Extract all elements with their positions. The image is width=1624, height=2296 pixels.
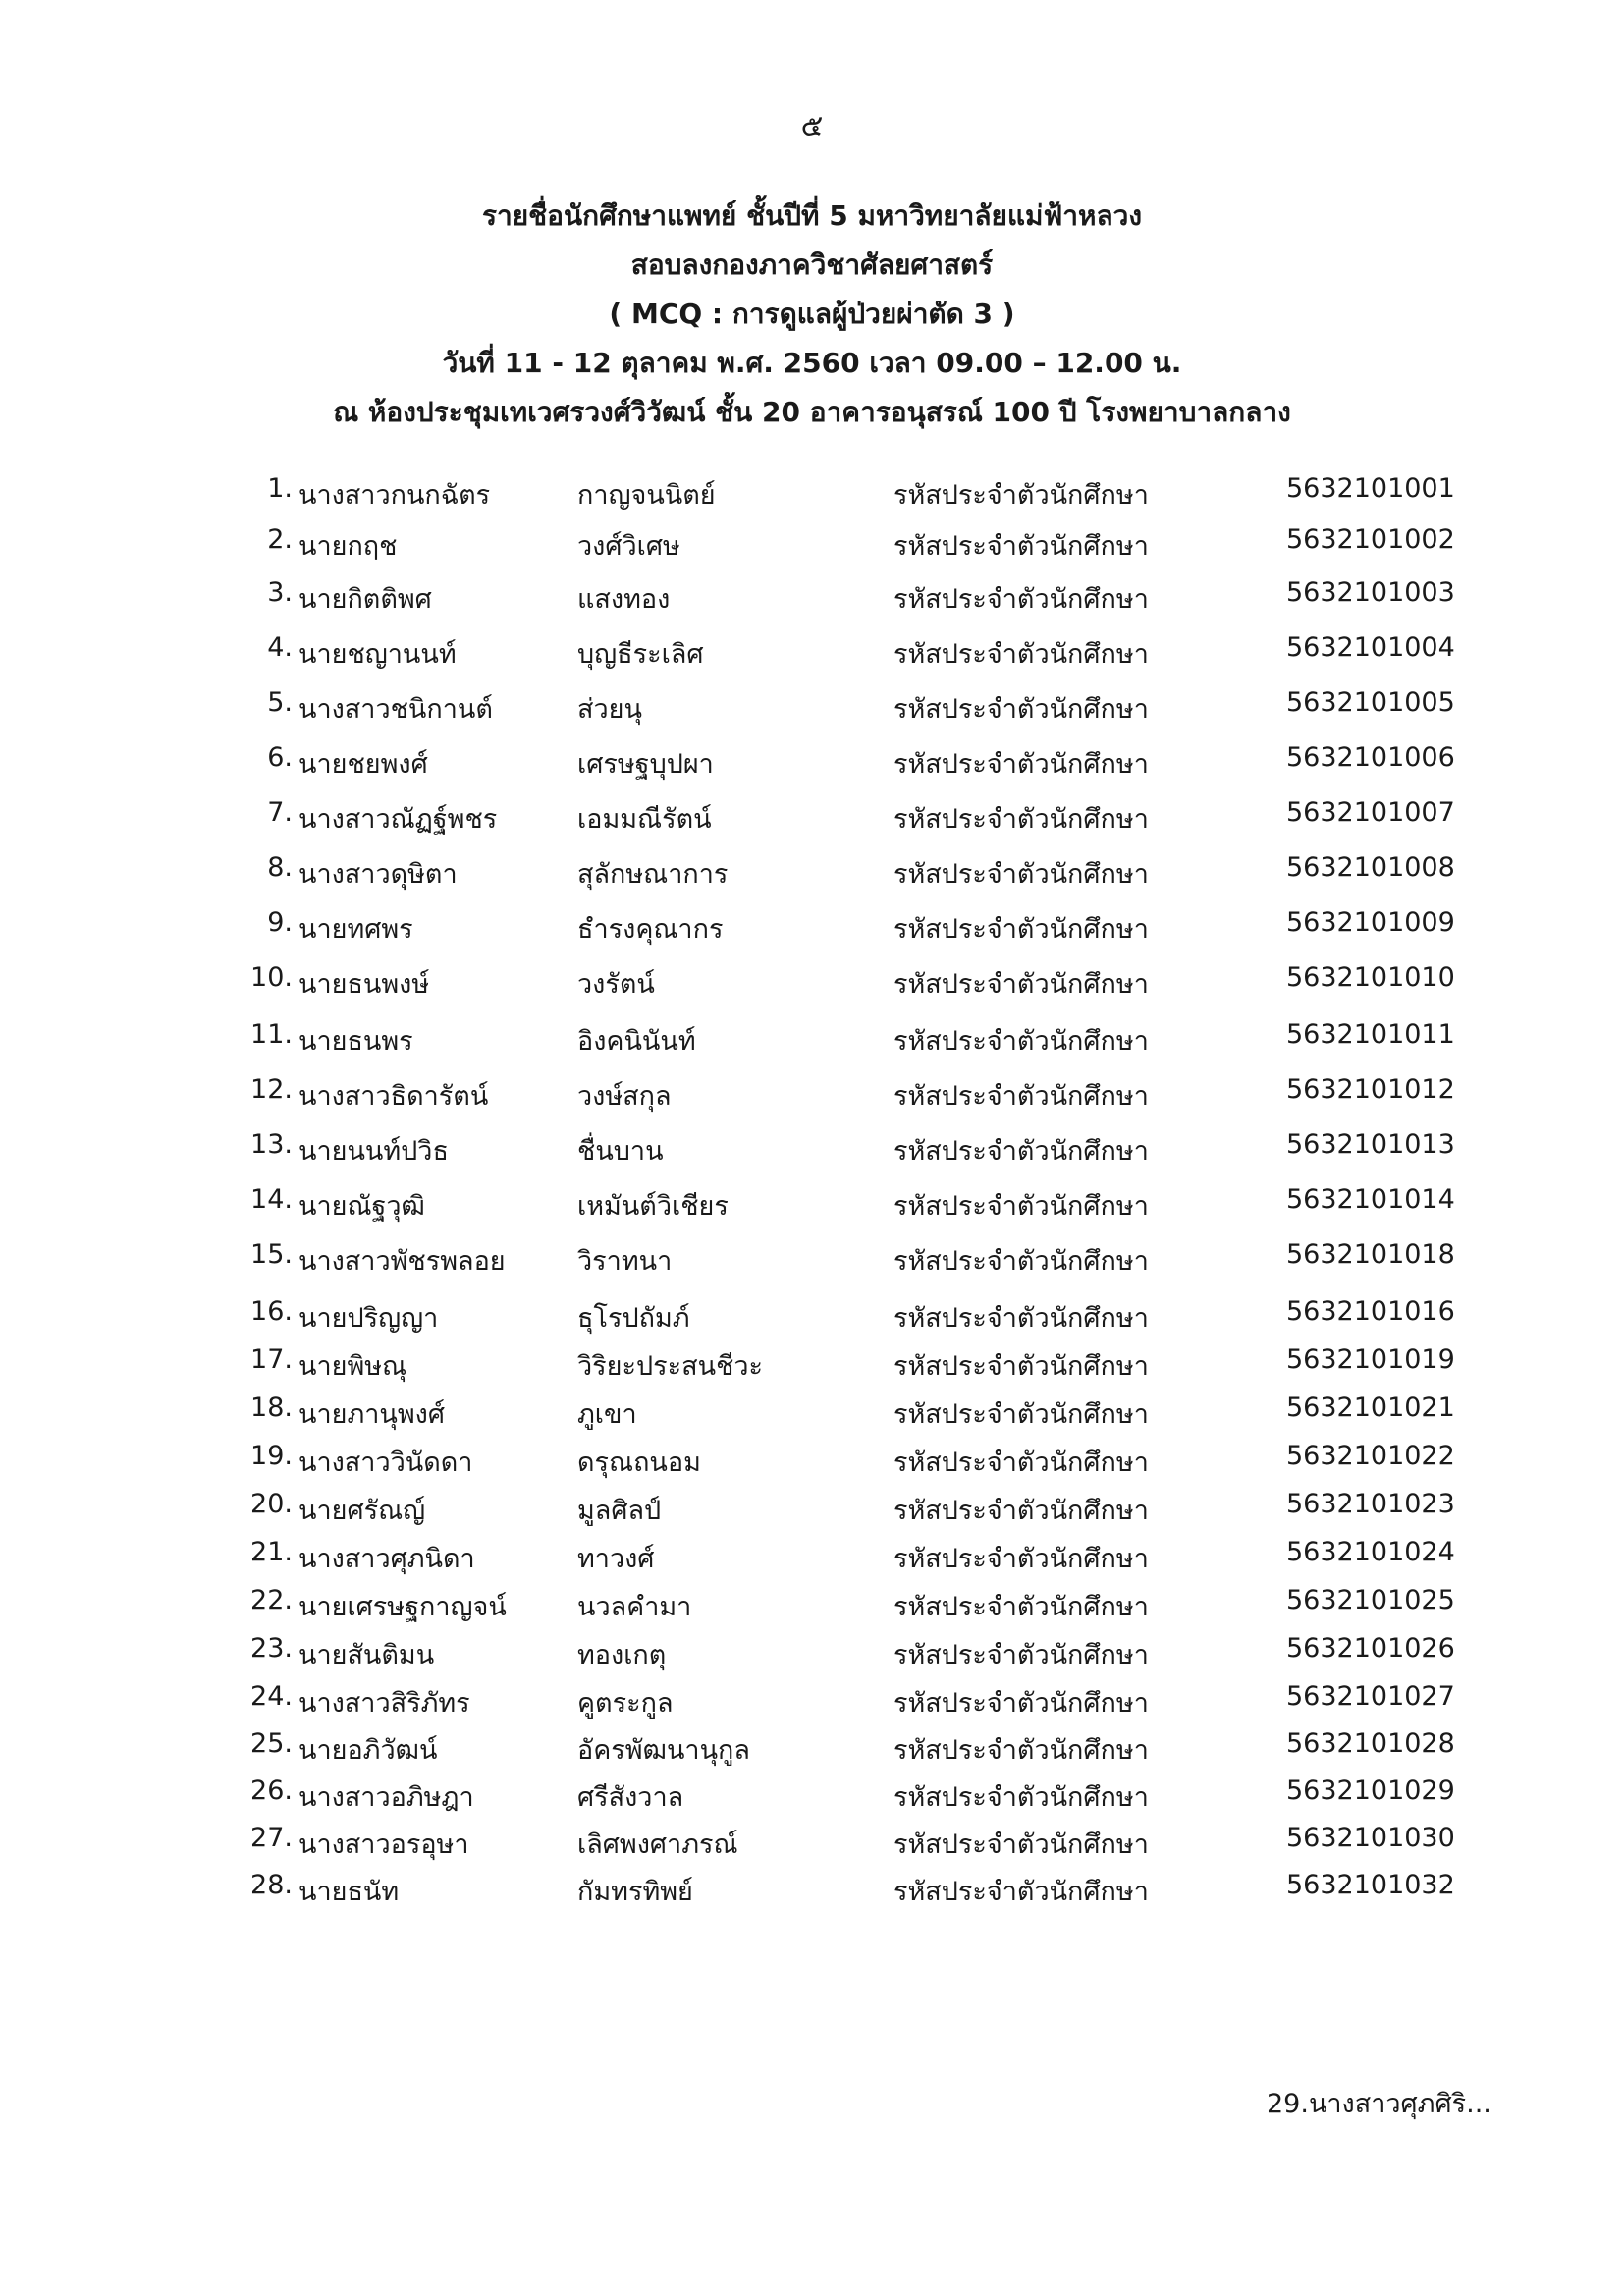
- student-id-label: รหัสประจำตัวนักศึกษา: [893, 1782, 1149, 1813]
- student-name: นางสาวชนิกานต์: [298, 694, 493, 725]
- student-number: 17.: [250, 1344, 293, 1375]
- student-name: นายสันติมน: [298, 1640, 435, 1670]
- student-id: 5632101008: [1286, 852, 1455, 883]
- student-surname: มูลศิลป์: [577, 1496, 662, 1526]
- student-surname: คูตระกูล: [577, 1688, 674, 1719]
- student-id: 5632101023: [1286, 1489, 1455, 1519]
- student-id: 5632101029: [1286, 1776, 1455, 1806]
- student-id: 5632101003: [1286, 577, 1455, 608]
- student-id-label: รหัสประจำตัวนักศึกษา: [893, 749, 1149, 780]
- student-name: นายธนพร: [298, 1026, 413, 1057]
- student-number: 22.: [250, 1585, 293, 1615]
- student-row: [0, 1681, 1624, 1721]
- student-name: นางสาวอรอุษา: [298, 1830, 469, 1860]
- student-id-label: รหัสประจำตัวนักศึกษา: [893, 1448, 1149, 1478]
- student-number: 28.: [250, 1870, 293, 1900]
- student-row: [0, 1585, 1624, 1624]
- student-id-label: รหัสประจำตัวนักศึกษา: [893, 969, 1149, 1000]
- student-surname: สุลักษณาการ: [577, 859, 729, 890]
- student-id: 5632101013: [1286, 1129, 1455, 1160]
- student-surname: เลิศพงศาภรณ์: [577, 1830, 738, 1860]
- student-row: [0, 1728, 1624, 1768]
- student-name: นายณัฐวุฒิ: [298, 1191, 425, 1222]
- student-id: 5632101028: [1286, 1728, 1455, 1759]
- student-id: 5632101027: [1286, 1681, 1455, 1712]
- student-id: 5632101024: [1286, 1537, 1455, 1567]
- student-surname: บุญธีระเลิศ: [577, 639, 704, 670]
- student-id-label: รหัสประจำตัวนักศึกษา: [893, 804, 1149, 835]
- student-name: นางสาววินัดดา: [298, 1448, 473, 1478]
- student-number: 8.: [267, 852, 293, 883]
- student-id: 5632101014: [1286, 1184, 1455, 1215]
- student-row: [0, 1489, 1624, 1528]
- student-surname: ส่วยนุ: [577, 694, 642, 725]
- student-row: [0, 577, 1624, 617]
- student-row: [0, 1870, 1624, 1909]
- student-id: 5632101030: [1286, 1823, 1455, 1853]
- student-surname: ทาวงศ์: [577, 1544, 655, 1574]
- student-name: นางสาวณัฏฐ์พชร: [298, 804, 498, 835]
- student-name: นางสาวธิดารัตน์: [298, 1081, 489, 1112]
- student-number: 23.: [250, 1633, 293, 1664]
- student-row: [0, 1019, 1624, 1059]
- student-row: [0, 742, 1624, 782]
- student-surname: ศรีสังวาล: [577, 1782, 684, 1813]
- student-id: 5632101019: [1286, 1344, 1455, 1375]
- student-row: [0, 1537, 1624, 1576]
- student-surname: ธำรงคุณากร: [577, 914, 724, 945]
- student-id: 5632101009: [1286, 907, 1455, 938]
- student-name: นางสาวอภิษฎา: [298, 1782, 474, 1813]
- student-id: 5632101025: [1286, 1585, 1455, 1615]
- student-id-label: รหัสประจำตัวนักศึกษา: [893, 1351, 1149, 1382]
- student-id: 5632101004: [1286, 632, 1455, 663]
- student-name: นายชญานนท์: [298, 639, 457, 670]
- student-number: 27.: [250, 1823, 293, 1853]
- student-name: นายธนพงษ์: [298, 969, 430, 1000]
- student-name: นายนนท์ปวิธ: [298, 1136, 449, 1167]
- student-number: 14.: [250, 1184, 293, 1215]
- student-row: [0, 852, 1624, 892]
- student-id: 5632101018: [1286, 1239, 1455, 1270]
- student-row: [0, 1344, 1624, 1384]
- student-row: [0, 1633, 1624, 1672]
- student-row: [0, 907, 1624, 947]
- student-number: 15.: [250, 1239, 293, 1270]
- student-id-label: รหัสประจำตัวนักศึกษา: [893, 584, 1149, 615]
- student-id-label: รหัสประจำตัวนักศึกษา: [893, 531, 1149, 562]
- student-id-label: รหัสประจำตัวนักศึกษา: [893, 1544, 1149, 1574]
- student-id: 5632101011: [1286, 1019, 1455, 1050]
- student-id: 5632101032: [1286, 1870, 1455, 1900]
- student-surname: วิริยะประสนชีวะ: [577, 1351, 764, 1382]
- student-id-label: รหัสประจำตัวนักศึกษา: [893, 859, 1149, 890]
- student-id-label: รหัสประจำตัวนักศึกษา: [893, 1592, 1149, 1622]
- student-number: 12.: [250, 1074, 293, 1105]
- student-row: [0, 797, 1624, 837]
- student-row: [0, 962, 1624, 1002]
- student-surname: อัครพัฒนานุกูล: [577, 1735, 750, 1766]
- student-name: นายปริญญา: [298, 1303, 439, 1334]
- student-surname: ธุโรปถัมภ์: [577, 1303, 690, 1334]
- student-id: 5632101010: [1286, 962, 1455, 993]
- student-surname: อิงคนินันท์: [577, 1026, 696, 1057]
- student-number: 26.: [250, 1776, 293, 1806]
- student-row: [0, 1184, 1624, 1224]
- student-surname: เหมันต์วิเชียร: [577, 1191, 729, 1222]
- student-row: [0, 1239, 1624, 1279]
- student-name: นายกฤช: [298, 531, 398, 562]
- student-number: 9.: [267, 907, 293, 938]
- student-row: [0, 632, 1624, 672]
- student-id: 5632101022: [1286, 1441, 1455, 1471]
- student-number: 5.: [267, 687, 293, 718]
- student-number: 6.: [267, 742, 293, 773]
- student-number: 20.: [250, 1489, 293, 1519]
- student-id: 5632101006: [1286, 742, 1455, 773]
- student-number: 21.: [250, 1537, 293, 1567]
- header-title: รายชื่อนักศึกษาแพทย์ ชั้นปีที่ 5 มหาวิทยาลัยแม่ฟ้าหลวง: [481, 199, 1143, 232]
- student-name: นางสาวกนกฉัตร: [298, 480, 491, 511]
- student-row: [0, 1776, 1624, 1815]
- student-name: นายทศพร: [298, 914, 413, 945]
- header-location: ณ ห้องประชุมเทเวศรวงศ์วิวัฒน์ ชั้น 20 อาคารอนุสรณ์ 100 ปี โรงพยาบาลกลาง: [333, 396, 1291, 428]
- student-surname: เอมมณีรัตน์: [577, 804, 712, 835]
- student-number: 18.: [250, 1393, 293, 1423]
- student-id: 5632101021: [1286, 1393, 1455, 1423]
- header-exam-type: ( MCQ : การดูแลผู้ป่วยผ่าตัด 3 ): [609, 298, 1015, 330]
- student-surname: ทองเกตุ: [577, 1640, 667, 1670]
- document-header: [0, 191, 1624, 437]
- student-id: 5632101026: [1286, 1633, 1455, 1664]
- student-row: [0, 687, 1624, 727]
- student-id-label: รหัสประจำตัวนักศึกษา: [893, 914, 1149, 945]
- student-id-label: รหัสประจำตัวนักศึกษา: [893, 1191, 1149, 1222]
- student-row: [0, 1393, 1624, 1432]
- student-id-label: รหัสประจำตัวนักศึกษา: [893, 639, 1149, 670]
- student-name: นางสาวสิริภัทร: [298, 1688, 470, 1719]
- student-surname: กาญจนนิตย์: [577, 480, 716, 511]
- student-number: 4.: [267, 632, 293, 663]
- student-name: นางสาวพัชรพลอย: [298, 1246, 506, 1277]
- student-id-label: รหัสประจำตัวนักศึกษา: [893, 1399, 1149, 1430]
- student-id: 5632101007: [1286, 797, 1455, 828]
- student-id: 5632101012: [1286, 1074, 1455, 1105]
- student-row: [0, 1823, 1624, 1862]
- student-id-label: รหัสประจำตัวนักศึกษา: [893, 1081, 1149, 1112]
- student-id-label: รหัสประจำตัวนักศึกษา: [893, 480, 1149, 511]
- student-id: 5632101005: [1286, 687, 1455, 718]
- student-surname: กัมทรทิพย์: [577, 1877, 693, 1907]
- student-row: [0, 1129, 1624, 1169]
- student-name: นายอภิวัฒน์: [298, 1735, 438, 1766]
- student-number: 7.: [267, 797, 293, 828]
- student-number: 3.: [267, 577, 293, 608]
- student-id-label: รหัสประจำตัวนักศึกษา: [893, 1830, 1149, 1860]
- student-id-label: รหัสประจำตัวนักศึกษา: [893, 1688, 1149, 1719]
- student-id-label: รหัสประจำตัวนักศึกษา: [893, 1877, 1149, 1907]
- student-number: 1.: [267, 473, 293, 504]
- student-number: 10.: [250, 962, 293, 993]
- student-surname: ชื่นบาน: [577, 1136, 664, 1167]
- student-surname: วิราทนา: [577, 1246, 673, 1277]
- student-name: นายกิตติพศ: [298, 584, 432, 615]
- student-row: [0, 524, 1624, 564]
- student-id-label: รหัสประจำตัวนักศึกษา: [893, 1640, 1149, 1670]
- student-name: นายศรัณญ์: [298, 1496, 426, 1526]
- student-number: 19.: [250, 1441, 293, 1471]
- student-id-label: รหัสประจำตัวนักศึกษา: [893, 1303, 1149, 1334]
- student-id-label: รหัสประจำตัวนักศึกษา: [893, 1735, 1149, 1766]
- student-id-label: รหัสประจำตัวนักศึกษา: [893, 1246, 1149, 1277]
- header-date-time: วันที่ 11 - 12 ตุลาคม พ.ศ. 2560 เวลา 09.00 – 12.00 น.: [442, 347, 1182, 379]
- student-number: 11.: [250, 1019, 293, 1050]
- student-surname: ภูเขา: [577, 1399, 637, 1430]
- student-name: นายพิษณุ: [298, 1351, 407, 1382]
- student-row: [0, 1074, 1624, 1114]
- student-surname: วงษ์สกุล: [577, 1081, 672, 1112]
- student-surname: ดรุณถนอม: [577, 1448, 701, 1478]
- student-number: 16.: [250, 1296, 293, 1327]
- student-surname: นวลคำมา: [577, 1592, 692, 1622]
- student-name: นายเศรษฐกาญจน์: [298, 1592, 507, 1622]
- continuation-note: 29.นางสาวศุภศิริ...: [1267, 2089, 1491, 2119]
- student-id-label: รหัสประจำตัวนักศึกษา: [893, 1496, 1149, 1526]
- student-id: 5632101002: [1286, 524, 1455, 555]
- student-name: นายธนัท: [298, 1877, 400, 1907]
- page-number: ๕: [800, 109, 824, 143]
- student-number: 2.: [267, 524, 293, 555]
- student-name: นายชยพงศ์: [298, 749, 428, 780]
- student-name: นางสาวดุษิตา: [298, 859, 458, 890]
- student-surname: วงรัตน์: [577, 969, 655, 1000]
- student-row: [0, 1296, 1624, 1336]
- student-id: 5632101016: [1286, 1296, 1455, 1327]
- student-number: 13.: [250, 1129, 293, 1160]
- student-number: 25.: [250, 1728, 293, 1759]
- student-id: 5632101001: [1286, 473, 1455, 504]
- student-surname: วงศ์วิเศษ: [577, 531, 680, 562]
- student-id-label: รหัสประจำตัวนักศึกษา: [893, 694, 1149, 725]
- student-id-label: รหัสประจำตัวนักศึกษา: [893, 1026, 1149, 1057]
- student-row: [0, 1441, 1624, 1480]
- header-department: สอบลงกองภาควิชาศัลยศาสตร์: [630, 248, 994, 281]
- student-surname: เศรษฐบุปผา: [577, 749, 714, 780]
- student-name: นายภานุพงศ์: [298, 1399, 445, 1430]
- student-surname: แสงทอง: [577, 584, 671, 615]
- student-name: นางสาวศุภนิดา: [298, 1544, 475, 1574]
- student-row: [0, 473, 1624, 513]
- student-id-label: รหัสประจำตัวนักศึกษา: [893, 1136, 1149, 1167]
- student-number: 24.: [250, 1681, 293, 1712]
